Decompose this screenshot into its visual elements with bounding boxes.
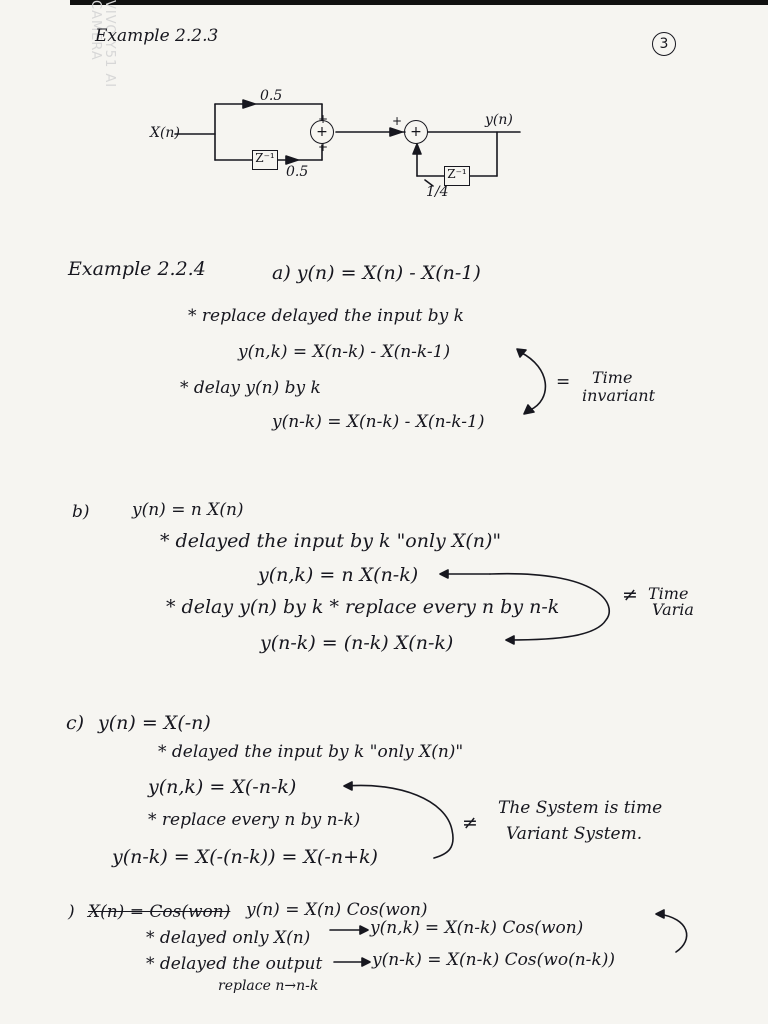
delay-box-1: Z⁻¹ <box>252 150 278 170</box>
part-c-equation: y(n) = X(-n) <box>98 712 211 734</box>
delay-box-2: Z⁻¹ <box>444 166 470 186</box>
part-b-step-2: * delay y(n) by k * replace every n by n-k <box>166 596 560 618</box>
part-a-step-2: * delay y(n) by k <box>180 378 321 398</box>
part-c-label: c) <box>66 712 85 734</box>
part-b-line-1: y(n,k) = n X(n-k) <box>258 564 419 586</box>
part-d-step-3: replace n→n-k <box>218 978 319 994</box>
adder-1: + <box>310 120 334 144</box>
part-a-step-1: * replace delayed the input by k <box>188 306 464 326</box>
part-d-step-1: * delayed only X(n) <box>146 928 311 948</box>
part-a-line-2: y(n-k) = X(n-k) - X(n-k-1) <box>272 412 485 432</box>
example-223-title: Example 2.2.3 <box>95 26 219 46</box>
part-c-conclusion-1: The System is time <box>498 798 663 818</box>
part-a-equation: a) y(n) = X(n) - X(n-1) <box>272 262 481 284</box>
part-c-step-2: * replace every n by n-k) <box>148 810 361 830</box>
part-b-line-2: y(n-k) = (n-k) X(n-k) <box>260 632 454 654</box>
page-number: 3 <box>652 32 676 56</box>
part-d-label: ) <box>68 902 75 922</box>
part-a-line-1: y(n,k) = X(n-k) - X(n-k-1) <box>238 342 451 362</box>
part-c-step-1: * delayed the input by k "only X(n)" <box>158 742 464 762</box>
part-c-relation: ≠ <box>462 812 478 834</box>
part-b-relation: ≠ <box>622 584 638 606</box>
part-c-line-1: y(n,k) = X(-n-k) <box>148 776 297 798</box>
camera-watermark: VIVO Y51 AI CAMERA <box>88 0 117 89</box>
part-d-crossed-text: X(n) = Cos(won) <box>88 902 231 922</box>
feedback-gain-label: 1/4 <box>426 184 449 200</box>
part-b-equation: y(n) = n X(n) <box>132 500 244 520</box>
adder-1-bottom-sign: + <box>318 140 329 154</box>
gain-top-label: 0.5 <box>260 88 283 104</box>
part-a-conclusion-1: Time <box>592 368 633 387</box>
part-b-conclusion-1: Time <box>648 584 689 603</box>
part-c-line-2: y(n-k) = X(-(n-k)) = X(-n+k) <box>112 846 378 868</box>
output-label: y(n) <box>485 112 513 128</box>
part-c-conclusion-2: Variant System. <box>506 824 643 844</box>
part-d-line-2: y(n-k) = X(n-k) Cos(wo(n-k)) <box>372 950 615 970</box>
adder-1-top-sign: + <box>318 112 329 126</box>
part-b-conclusion-2: Varia <box>652 600 694 619</box>
example-224-title: Example 2.2.4 <box>68 258 206 280</box>
part-d-step-2: * delayed the output <box>146 954 323 974</box>
part-a-relation: = <box>556 372 571 392</box>
part-b-label: b) <box>72 502 90 522</box>
adder-2: + <box>404 120 428 144</box>
part-b-step-1: * delayed the input by k "only X(n)" <box>160 530 502 552</box>
adder-2-input-sign: + <box>392 114 403 128</box>
part-d-line-1: y(n,k) = X(n-k) Cos(won) <box>370 918 584 938</box>
part-a-conclusion-2: invariant <box>582 386 656 405</box>
part-d-equation: y(n) = X(n) Cos(won) <box>246 900 428 920</box>
gain-bottom-label: 0.5 <box>286 164 309 180</box>
input-label: X(n) <box>150 125 180 141</box>
